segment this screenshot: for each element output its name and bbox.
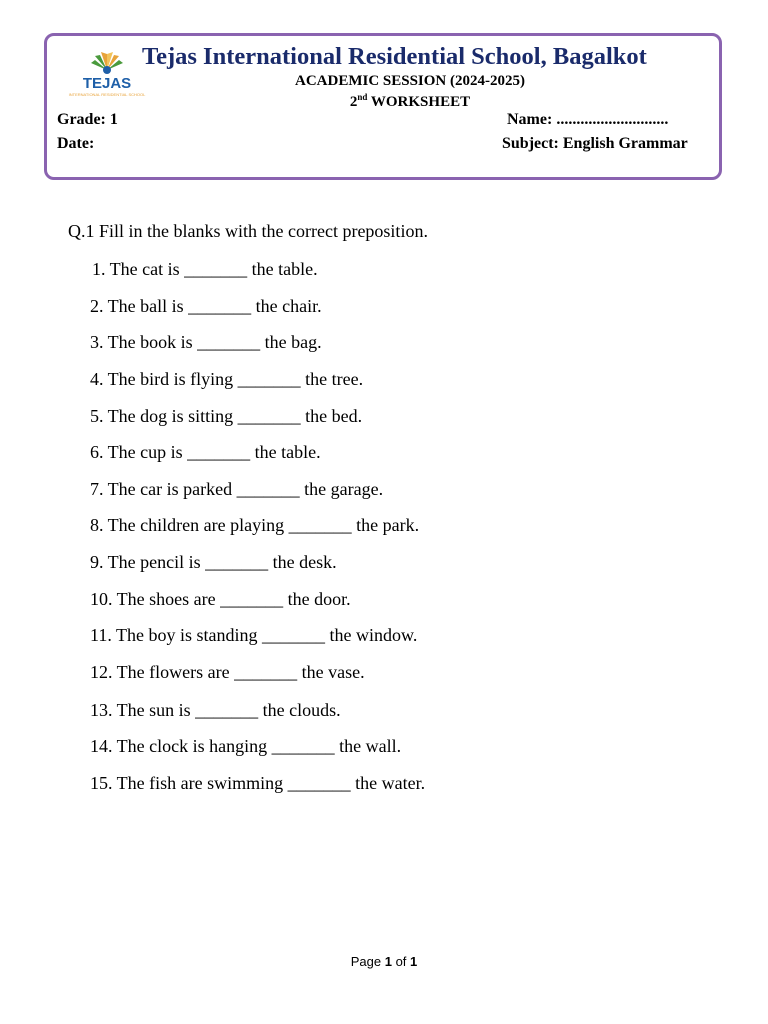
question-item: 9. The pencil is _______ the desk. [90, 552, 337, 572]
page-word: Page [350, 954, 382, 969]
question-item: 15. The fish are swimming _______ the water. [90, 773, 426, 793]
worksheet-suffix: nd [357, 92, 368, 102]
current-page: 1 [384, 954, 392, 969]
of-word: of [395, 954, 407, 969]
question-item: 2. The ball is _______ the chair. [90, 296, 322, 316]
school-name: Tejas International Residential School, Bagalkot [142, 43, 647, 70]
subject-field: Subject: English Grammar [502, 135, 688, 152]
question-item: 1. The cat is _______ the table. [92, 259, 318, 279]
question-item: 8. The children are playing _______ the park. [90, 515, 420, 535]
date-field[interactable]: Date: [57, 135, 95, 152]
name-field[interactable]: Name: ............................ [507, 111, 669, 128]
question-item: 14. The clock is hanging _______ the wall. [90, 736, 402, 756]
question-item: 13. The sun is _______ the clouds. [90, 700, 341, 720]
question-item: 3. The book is _______ the bag. [90, 332, 322, 352]
academic-session: ACADEMIC SESSION (2024-2025) [294, 73, 526, 89]
sun-rays-icon [91, 52, 123, 74]
question-item: 11. The boy is standing _______ the window. [90, 625, 418, 645]
question-item: 10. The shoes are _______ the door. [90, 589, 351, 609]
school-logo [68, 48, 146, 106]
grade-field: Grade: 1 [57, 111, 118, 128]
worksheet-label: WORKSHEET [370, 94, 471, 110]
logo-text: TEJAS [82, 75, 132, 92]
question-item: 12. The flowers are _______ the vase. [90, 662, 365, 682]
logo-subtext: INTERNATIONAL RESIDENTIAL SCHOOL [68, 92, 146, 97]
question-item: 5. The dog is sitting _______ the bed. [90, 406, 363, 426]
worksheet-number: 2 [349, 94, 358, 110]
question-heading: Q.1 Fill in the blanks with the correct preposition. [68, 221, 428, 241]
total-pages: 1 [410, 954, 418, 969]
worksheet-title [260, 92, 560, 111]
question-item: 6. The cup is _______ the table. [90, 442, 321, 462]
page-footer [0, 954, 768, 969]
question-item: 4. The bird is flying _______ the tree. [90, 369, 364, 389]
question-item: 7. The car is parked _______ the garage. [90, 479, 384, 499]
